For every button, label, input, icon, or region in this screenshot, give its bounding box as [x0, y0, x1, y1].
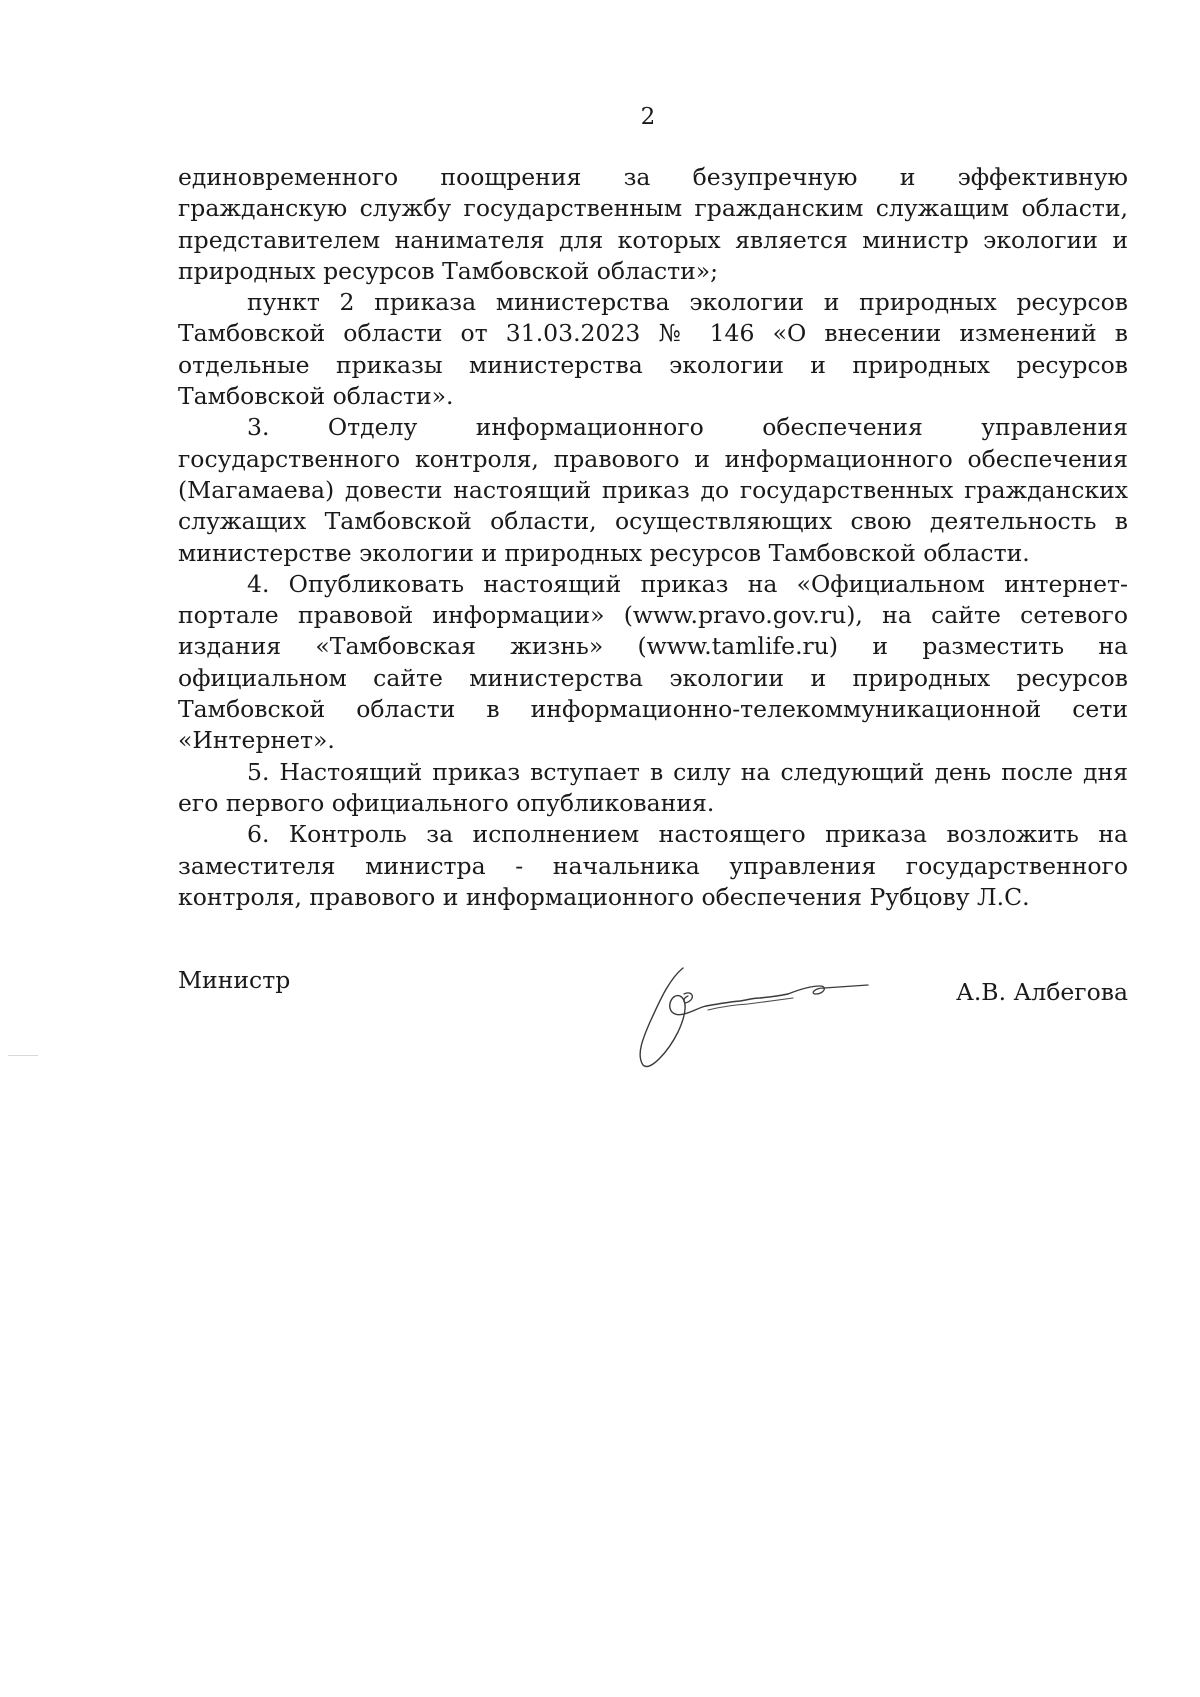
- signature-block: [178, 960, 1128, 1100]
- signatory-name: А.В. Албегова: [956, 978, 1128, 1006]
- paragraph-item-4: 4. Опубликовать настоящий приказ на «Официальном интернет-портале правовой информации» (www.pravo.gov.ru), на сайте сетевого издания «Тамбовская жизнь» (www.tamlife.ru) и разместить на официальном сайте министерства экологии и природных ресурсов Тамбовской области в информационно-телекоммуникационной сети «Интернет».: [178, 569, 1128, 755]
- page-number: 2: [640, 104, 656, 130]
- scan-margin-mark: [8, 1055, 38, 1056]
- signatory-title: Министр: [178, 966, 291, 994]
- paragraph-item-3: 3. Отделу информационного обеспечения управления государственного контроля, правового и информационного обеспечения (Магамаева) довести настоящий приказ до государственных гражданских служащих Тамбовской области, осуществляющих свою деятельность в министерстве экологии и природных ресурсов Тамбовской области.: [178, 413, 1128, 567]
- paragraph-item-2-continuation: пункт 2 приказа министерства экологии и природных ресурсов Тамбовской области от 31.03.2023 № 146 «О внесении изменений в отдельные приказы министерства экологии и природных ресурсов Тамбовской области».: [178, 288, 1128, 411]
- handwritten-signature: [588, 960, 888, 1070]
- document-body: [178, 162, 1128, 913]
- paragraph-item-6: 6. Контроль за исполнением настоящего приказа возложить на заместителя министра - начальника управления государственного контроля, правового и информационного обеспечения Рубцову Л.С.: [178, 820, 1128, 911]
- paragraph-item-5: 5. Настоящий приказ вступает в силу на следующий день после дня его первого официального опубликования.: [178, 757, 1128, 817]
- paragraph-continuation: единовременного поощрения за безупречную и эффективную гражданскую службу государственным гражданским служащим области, представителем нанимателя для которых является министр экологии и природных ресурсов Тамбовской области»;: [178, 163, 1128, 285]
